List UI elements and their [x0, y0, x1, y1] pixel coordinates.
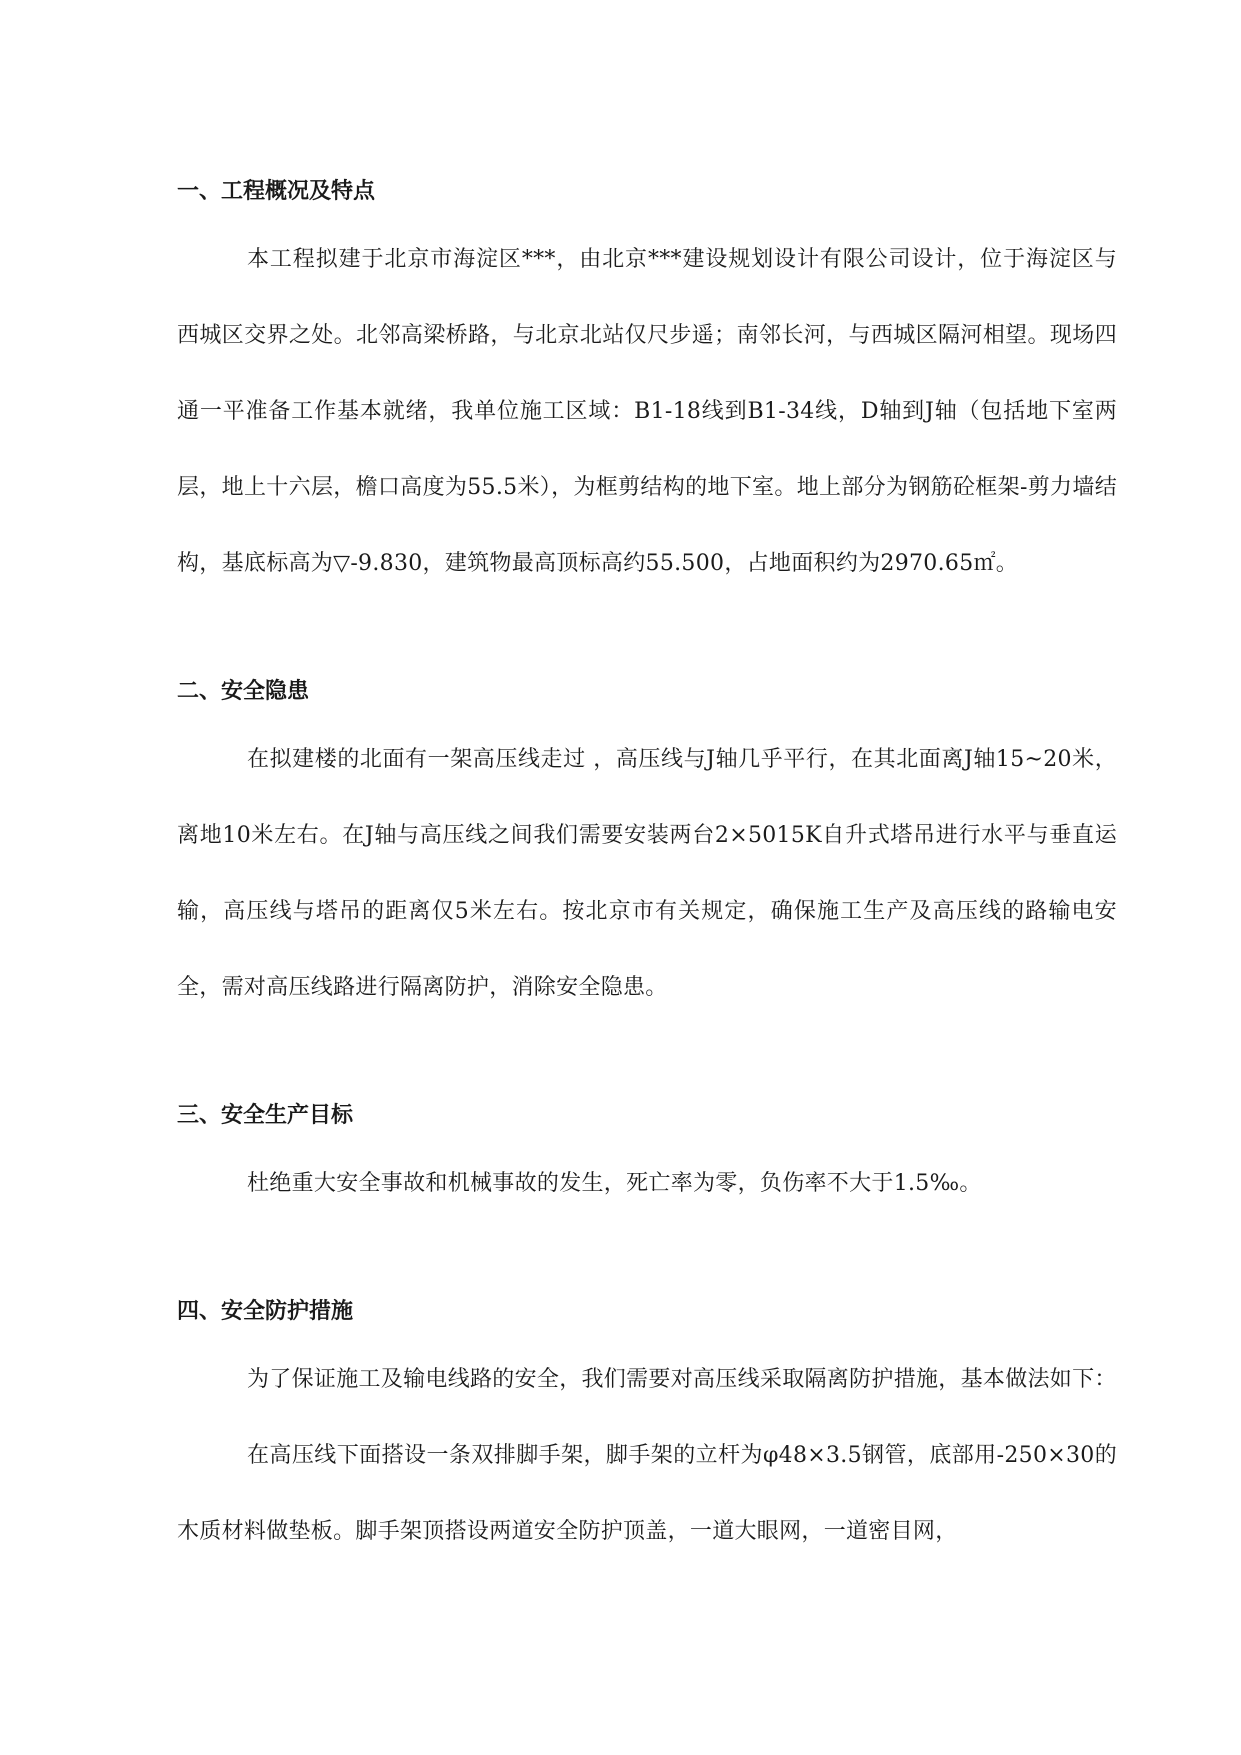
paragraph: 杜绝重大安全事故和机械事故的发生，死亡率为零，负伤率不大于1.5‰。: [247, 1171, 982, 1196]
section-safety-goal: [177, 1100, 1117, 1244]
document-body: [177, 176, 1117, 1592]
section-overview: [177, 176, 1117, 624]
paragraph: 在拟建楼的北面有一架高压线走过 ，高压线与J轴几乎平行，在其北面离J轴15~20米，离地10米左右。在J轴与高压线之间我们需要安装两台2×5015K自升式塔吊进行水平与垂直运输，高压线与塔吊的距离仅5米左右。按北京市有关规定，确保施工生产及高压线的路输电安全，需对高压线路进行隔离防护，消除安全隐患。: [177, 747, 1117, 1000]
section-hazards: [177, 676, 1117, 1048]
spacer: [177, 624, 1117, 676]
section-heading: 一、工程概况及特点: [177, 179, 376, 204]
section-protection-measures: [177, 1296, 1117, 1592]
section-heading: 二、安全隐患: [177, 679, 310, 704]
paragraph: 本工程拟建于北京市海淀区***，由北京***建设规划设计有限公司设计，位于海淀区与西城区交界之处。北邻高梁桥路，与北京北站仅尺步遥；南邻长河，与西城区隔河相望。现场四通一平准备工作基本就绪，我单位施工区域：B1-18线到B1-34线，D轴到J轴（包括地下室两层，地上十六层，檐口高度为55.5米），为框剪结构的地下室。地上部分为钢筋砼框架-剪力墙结构，基底标高为▽-9.830，建筑物最高顶标高约55.500，占地面积约为2970.65㎡。: [177, 247, 1117, 576]
spacer: [177, 1048, 1117, 1100]
section-heading: 三、安全生产目标: [177, 1103, 354, 1128]
paragraph: 在高压线下面搭设一条双排脚手架，脚手架的立杆为φ48×3.5钢管，底部用-250×30的木质材料做垫板。脚手架顶搭设两道安全防护顶盖，一道大眼网，一道密目网，: [177, 1443, 1117, 1544]
paragraph: 为了保证施工及输电线路的安全，我们需要对高压线采取隔离防护措施，基本做法如下：: [247, 1367, 1117, 1392]
section-heading: 四、安全防护措施: [177, 1299, 354, 1324]
spacer: [177, 1244, 1117, 1296]
